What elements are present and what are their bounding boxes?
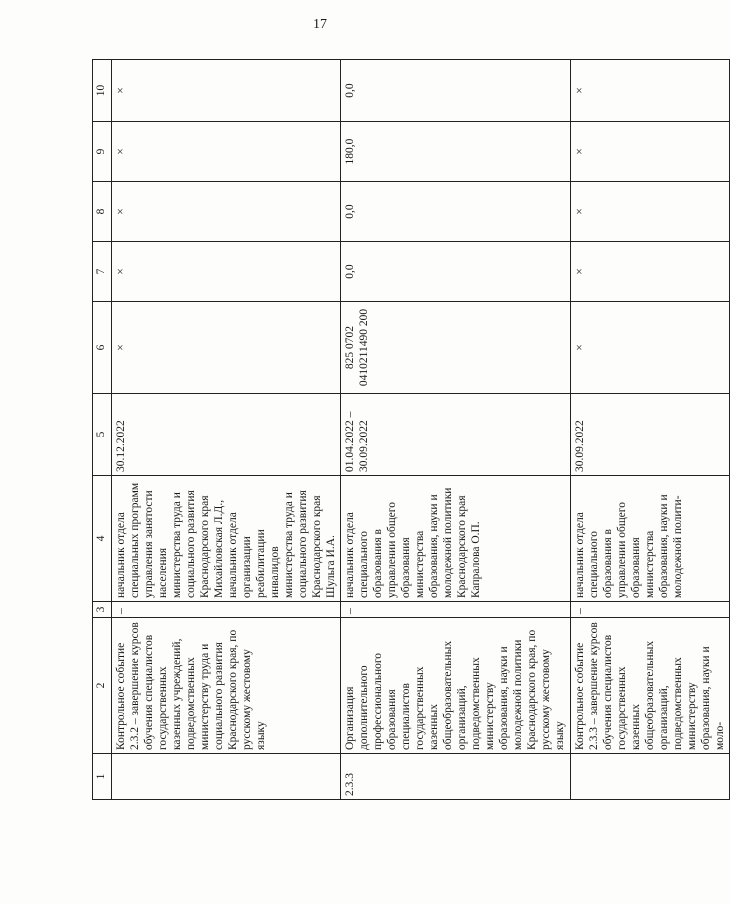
cell-responsible: начальник отдела специального образования в управлении общего образования министерства образования, науки и молодежной политики Краснодарского края Капралова О.П. <box>341 476 570 602</box>
header-cell-1: 1 <box>93 754 112 800</box>
header-cell-2: 2 <box>93 618 112 754</box>
cell-number <box>112 754 341 800</box>
cell-responsible: начальник отдела специальных программ управления занятости населения министерства труда и социального развития Краснодарского края Михайловская Л.Д., начальник отдела организации реабилитации инвалидов министерства труда и социального развития Краснодарского края Шульга И.А. <box>112 476 341 602</box>
cell-name: Контрольное событие 2.3.2 – завершение курсов обучения специалистов государственных казенных учреждений, подведомственных министерству труда и социального развития Краснодарского края, по русскому жестовому языку <box>112 618 341 754</box>
cell-budget-code: × <box>570 302 729 394</box>
cell-name: Контрольное событие 2.3.3 – завершение курсов обучения специалистов государственных казенных общеобразовательных организаций, подведомственных министерству образования, науки и моло- <box>570 618 729 754</box>
cell-dates: 30.12.2022 <box>112 394 341 476</box>
cell-col10: × <box>570 60 729 122</box>
cell-col10: 0,0 <box>341 60 570 122</box>
header-cell-7: 7 <box>93 242 112 302</box>
cell-dates: 30.09.2022 <box>570 394 729 476</box>
cell-col9: 180,0 <box>341 122 570 182</box>
cell-number <box>570 754 729 800</box>
activity-table <box>92 59 730 800</box>
header-cell-3: 3 <box>93 602 112 618</box>
cell-col3: – <box>112 602 341 618</box>
rotated-table-wrapper <box>92 60 726 800</box>
cell-budget-code: 825 0702 0410211490 200 <box>341 302 570 394</box>
table-row <box>112 60 341 800</box>
header-cell-4: 4 <box>93 476 112 602</box>
cell-name: Организация дополнительного профессионального образования специалистов государственных казенных общеобразовательных организаций, подведомственных министерству образования, науки и молодежной политики Краснодарского края, по русскому жестовому языку <box>341 618 570 754</box>
cell-col7: × <box>570 242 729 302</box>
page-number: 17 <box>313 17 327 32</box>
cell-col10: × <box>112 60 341 122</box>
header-cell-6: 6 <box>93 302 112 394</box>
header-cell-5: 5 <box>93 394 112 476</box>
cell-col3: – <box>570 602 729 618</box>
table-row <box>341 60 570 800</box>
cell-col3: – <box>341 602 570 618</box>
header-cell-10: 10 <box>93 60 112 122</box>
table-row <box>570 60 729 800</box>
cell-col8: × <box>112 182 341 242</box>
cell-number: 2.3.3 <box>341 754 570 800</box>
cell-budget-code: × <box>112 302 341 394</box>
cell-col8: × <box>570 182 729 242</box>
header-cell-9: 9 <box>93 122 112 182</box>
cell-dates: 01.04.2022 – 30.09.2022 <box>341 394 570 476</box>
cell-responsible: начальник отдела специального образования в управлении общего образования министерства образования, науки и молодежной полити- <box>570 476 729 602</box>
cell-col7: 0,0 <box>341 242 570 302</box>
header-cell-8: 8 <box>93 182 112 242</box>
header-row <box>93 60 112 800</box>
cell-col9: × <box>112 122 341 182</box>
cell-col7: × <box>112 242 341 302</box>
cell-col8: 0,0 <box>341 182 570 242</box>
cell-col9: × <box>570 122 729 182</box>
